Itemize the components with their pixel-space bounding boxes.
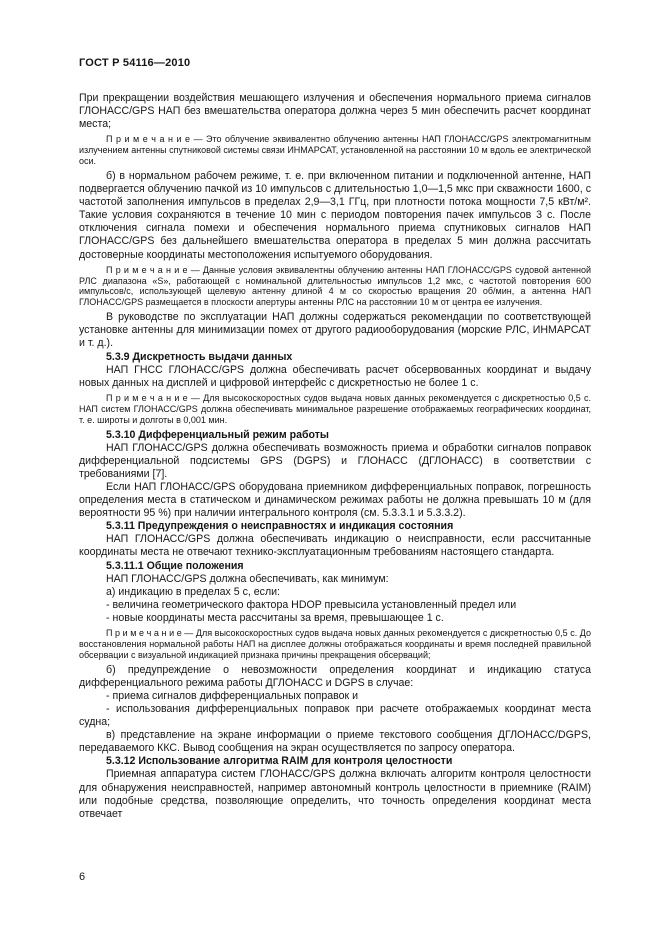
paragraph: В руководстве по эксплуатации НАП должны содержаться рекомендации по соответствующей установке антенны для минимизации помех от другого радиооборудования (морские РЛС, ИНМАРСАТ и т. д.).	[79, 311, 591, 350]
paragraph: б) в нормальном рабочем режиме, т. е. при включенном питании и подключенной антенне, НАП подвергается облучению пачкой из 10 импульсов с длительностью 1,0—1,5 мкс при скважности 1600, с частотой заполнения импульсов в пределах 2,9—3,1 ГГц, при плотности потока мощности 7,5 кВт/м². Такие условия сохраняются в течение 10 мин с периодом повторения пачек импульсов 3 с. После отключения сигнала помехи и обеспечения нормального приема спутниковых сигналов НАП ГЛОНАСС/GPS без дальнейшего вмешательства оператора в пределах 5 мин должна рассчитать достоверные координаты местоположения испытуемого оборудования.	[79, 170, 591, 261]
paragraph: При прекращении воздействия мешающего излучения и обеспечения нормального приема сигналов ГЛОНАСС/GPS НАП без вмешательства оператора должна через 5 мин обеспечить расчет координат места;	[79, 92, 591, 131]
document-header	[79, 57, 591, 69]
section-heading: 5.3.11 Предупреждения о неисправностях и индикация состояния	[106, 520, 454, 533]
paragraph: Если НАП ГЛОНАСС/GPS оборудована приемником дифференциальных поправок, погрешность определения места в статическом и динамическом режимах работы не должна превышать 10 м (для вероятности 95 %) при наличии интегрального контроля (см. 5.3.3.1 и 5.3.3.2).	[79, 480, 591, 520]
section-heading: 5.3.12 Использование алгоритма RAIM для контроля целостности	[106, 755, 453, 768]
paragraph: НАП ГЛОНАСС/GPS должна обеспечивать возможность приема и обработки сигналов поправок дифференциальной подсистемы GPS (DGPS) и ГЛОНАСС (ДГЛОНАСС) в соответствии с требованиями [7].	[79, 441, 591, 480]
page-number: 6	[79, 871, 86, 883]
section-heading: 5.3.9 Дискретность выдачи данных	[106, 350, 293, 363]
list-item: - новые координаты места рассчитаны за время, превышающее 1 с.	[106, 611, 444, 624]
list-item: - приема сигналов дифференциальных поправок и	[106, 689, 358, 702]
section-heading: 5.3.11.1 Общие положения	[106, 559, 244, 572]
paragraph: НАП ГНСС ГЛОНАСС/GPS должна обеспечивать расчет обсервованных координат и выдачу новых данных на дисплей и цифровой интерфейс с дискретностью не более 1 с.	[79, 363, 591, 389]
paragraph: в) представление на экране информации о приеме текстового сообщения ДГЛОНАСС/DGPS, передаваемого ККС. Вывод сообщения на экран осуществляется по запросу оператора.	[79, 729, 591, 755]
paragraph: а) индикацию в пределах 5 с, если:	[106, 585, 281, 598]
list-item: - величина геометрического фактора HDOP превысила установленный предел или	[106, 598, 517, 611]
standard-number: ГОСТ Р 54116—2010	[79, 57, 191, 69]
note: П р и м е ч а н и е — Данные условия эквивалентны облучению антенны НАП ГЛОНАСС/GPS судовой антенной РЛС диапазона «S», работающей с номинальной длительностью импульсов 1,2 мкс, с частотой повторения 600 импульсов/с, использующей щелевую антенну длиной 4 м со скоростью вращения 20 об/мин, а антенна НАП ГЛОНАСС/GPS размещается в плоскости апертуры антенны РЛС на расстоянии 10 м от центра ее излучения.	[79, 264, 591, 308]
list-item: - использования дифференциальных поправок при расчете отображаемых координат места судна;	[79, 702, 591, 729]
note: П р и м е ч а н и е — Для высокоскоростных судов выдача новых данных рекомендуется с дискретностью 0,5 с. НАП систем ГЛОНАСС/GPS должна обеспечивать минимальное разрешение отображаемых географических координат, т. е. широты и долготы в 0,001 мин.	[79, 392, 591, 425]
paragraph: Приемная аппаратура систем ГЛОНАСС/GPS должна включать алгоритм контроля целостности для обнаружения неисправностей, например автономный контроль целостности в приемнике (RAIM) или подобные средства, позволяющие определить, что точность определения координат места отвечает	[79, 768, 591, 820]
note: П р и м е ч а н и е — Это облучение эквивалентно облучению антенны НАП ГЛОНАСС/GPS электромагнитным излучением антенны спутниковой системы связи ИНМАРСАТ, установленной на расстоянии 10 м вдоль ее электрической оси.	[79, 134, 591, 167]
paragraph: б) предупреждение о невозможности определения координат и индикацию статуса дифференциального режима работы ДГЛОНАСС и DGPS в случае:	[79, 663, 591, 689]
paragraph: НАП ГЛОНАСС/GPS должна обеспечивать индикацию о неисправности, если рассчитанные координаты места не отвечают технико-эксплуатационным требованиям настоящего стандарта.	[79, 533, 591, 559]
section-heading: 5.3.10 Дифференциальный режим работы	[106, 428, 329, 441]
note: П р и м е ч а н и е — Для высокоскоростных судов выдача новых данных рекомендуется с дискретностью 0,5 с. До восстановления нормальной работы НАП на дисплее должны отображаться координаты и время последней правильной обсервации с визуальной индикацией признака причины прекращения обсерваций;	[79, 627, 591, 660]
document-body	[79, 92, 591, 821]
paragraph: НАП ГЛОНАСС/GPS должна обеспечивать, как минимум:	[106, 572, 389, 585]
